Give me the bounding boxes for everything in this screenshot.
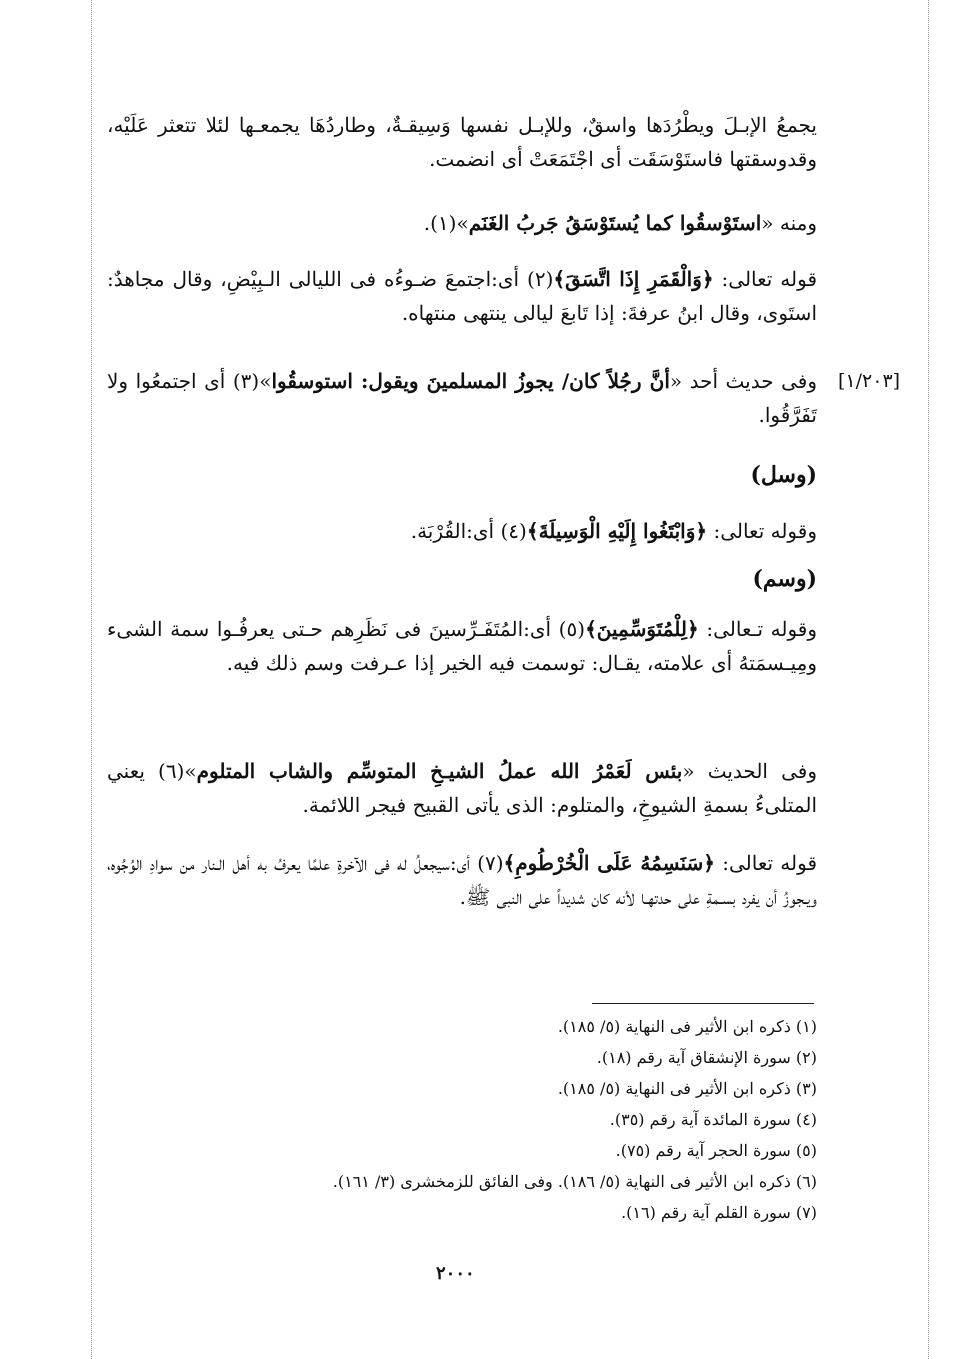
text-before: وفى حديث أحد «: [669, 369, 817, 393]
text-after: (٧) أى:سيجعلُ له فى الآخرةِ علمًا يعرفُ به أهل الـنار من سوادِ الوُجُوه، ويـجوزُ أن يفرد بسـمةِ على حدتهـا لأنه كان شديداً على النبى ﷺ.: [107, 851, 817, 909]
footnote: (٧) سورة القلم آية رقم (١٦).: [621, 1203, 817, 1222]
text-after: »(١).: [423, 211, 469, 235]
paragraph-6: [107, 612, 817, 680]
paragraph-text: يجمعُ الإبـلَ ويطْرُدَها واسقٌ، وللإبـل نفسها وَسِيقـةٌ، وطاردُهَا يجمعـها لئلا تتعثر عَلَيْه، وقدوسقتها فاستَوْسَقَت أى اجْتَمَعَتْ أى انضمت.: [107, 113, 817, 171]
paragraph-8: [107, 846, 817, 914]
text-after: »(٣) أى اجتمعُوا ولا تَفَرَّقُوا.: [107, 369, 817, 427]
footnote-divider: [592, 1003, 814, 1004]
footnote: (٢) سورة الإنشقاق آية رقم (١٨).: [596, 1048, 817, 1067]
paragraph-7: [107, 754, 817, 822]
paragraph-1: [107, 108, 817, 176]
quoted-text: استَوْسقُوا كما يُستَوْسَقُ جَربُ الغَنَم: [468, 211, 762, 235]
footnote: (٦) ذكره ابن الأثير فى النهاية (٥/ ١٨٦). وفى الفائق للزمخشرى (٣/ ١٦١).: [332, 1172, 817, 1191]
section-heading-wasl: (وسل): [750, 462, 817, 488]
text-after: (٤) أى:القُرْبَة.: [410, 519, 527, 543]
text-before: قوله تعالى:: [715, 851, 817, 875]
quran-verse: ﴿لِلْمُتَوَسِّمِينَ﴾: [585, 617, 699, 641]
paragraph-5: [107, 514, 817, 548]
footnotes: [177, 1011, 817, 1228]
footnote: (٣) ذكره ابن الأثير فى النهاية (٥/ ١٨٥).: [557, 1079, 817, 1098]
text-after: (٢) أى:اجتمعَ ضـوءُه فى الليالى الـبِيْضِ، وقال مجاهدٌ: استَوى، وقال ابنُ عرفةَ: إذا تَابعَ ليالى ينتهى منتهاه.: [107, 267, 817, 325]
paragraph-2: [107, 206, 817, 240]
paragraph-text: [107, 514, 817, 548]
text-before: ومنه «: [761, 211, 817, 235]
text-after: (٥) أى:المُتَفَـرِّسينَ فى نَظَرِهم حـتى يعرفُـوا سمة الشىء ومِيـسمَتهُ أى علامته، يقـال: توسمت فيه الخير إذا عـرفت وسم ذلك فيه.: [107, 617, 817, 675]
text-before: وفى الحديث «: [682, 759, 817, 783]
paragraph-text: [107, 754, 817, 822]
paragraph-text: [107, 364, 817, 432]
quran-verse: ﴿وَابْتَغُوا إِلَيْهِ الْوَسِيلَةَ﴾: [526, 519, 708, 543]
scan-border-right: [928, 0, 929, 1359]
hadith-text: أنَّ رجُلاً كان/ يجوزُ المسلمينَ ويقول: استوسقُوا: [271, 369, 670, 393]
paragraph-text: [107, 262, 817, 330]
footnote: (١) ذكره ابن الأثير فى النهاية (٥/ ١٨٥).: [557, 1017, 817, 1036]
paragraph-3: [107, 262, 817, 330]
hadith-text: بئس لَعَمْرُ الله عملُ الشيـخِ المتوسِّم والشاب المتلوم: [196, 759, 683, 783]
quran-verse: ﴿سَنَسِمُهُ عَلَى الْخُرْطُومِ﴾: [503, 851, 716, 875]
section-heading-wasm: (وسم): [752, 566, 817, 592]
footnote: (٤) سورة المائدة آية رقم (٣٥).: [609, 1110, 817, 1129]
paragraph-text: [107, 846, 817, 914]
quran-verse: ﴿وَالْقَمَرِ إِذَا اتَّسَقَ﴾: [553, 267, 714, 291]
text-before: وقوله تعالى:: [707, 519, 817, 543]
text-before: قوله تعالى:: [713, 267, 818, 291]
footnote: (٥) سورة الحجر آية رقم (٧٥).: [615, 1141, 817, 1160]
text-before: وقوله تـعالى:: [698, 617, 817, 641]
page-number: ٢٠٠٠: [436, 1263, 475, 1284]
paragraph-4: [107, 364, 817, 432]
text-after: »(٦) يعني المتلىءُ بسمةِ الشيوخِ، والمتلوم: الذى يأتى القبيح فيجر اللائمة.: [107, 759, 817, 817]
margin-reference: [١/٢٠٣]: [838, 370, 901, 392]
paragraph-text: [107, 612, 817, 680]
paragraph-text: [107, 206, 817, 240]
scan-border-left: [91, 0, 92, 1359]
